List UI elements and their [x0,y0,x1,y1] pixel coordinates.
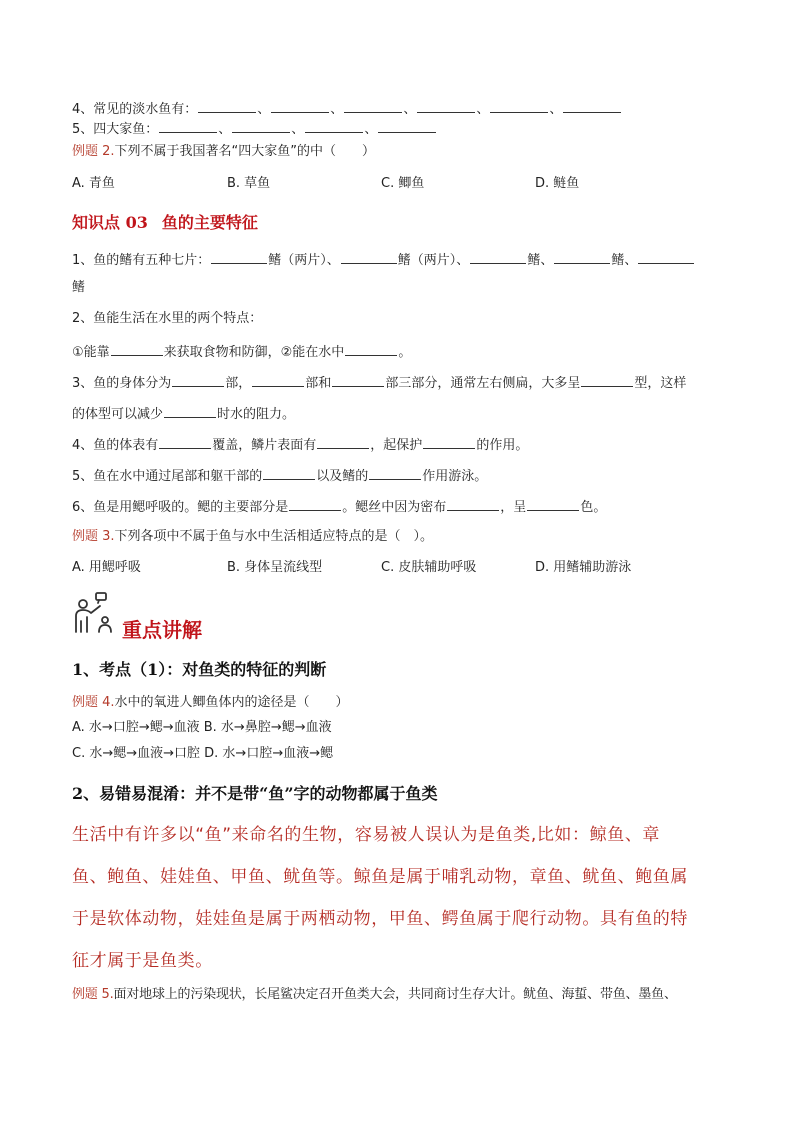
example-2-option-d[interactable]: D. 鲢鱼 [535,176,580,191]
blank[interactable] [341,249,397,264]
blank[interactable] [581,372,633,387]
example-2-option-b[interactable]: B. 草鱼 [227,176,271,191]
paragraph-line: 生活中有许多以“鱼”来命名的生物，容易被人误认为是鱼类,比如：鲸鱼、章 [72,825,661,845]
blank[interactable] [172,372,224,387]
blank[interactable] [378,118,436,133]
freshwater-fish-line: 4、常见的淡水鱼有： 、 、 、 、 、 [72,98,724,119]
blank[interactable] [563,98,621,113]
teacher-presenting-icon [72,590,120,638]
blank[interactable] [527,496,579,511]
paragraph-line: 鱼、鲍鱼、娃娃鱼、甲鱼、鱿鱼等。鲸鱼是属于哺乳动物，章鱼、鱿鱼、鲍鱼属 [72,867,688,887]
two-features-blanks: ①能靠 来获取食物和防御，②能在水中 。 [72,341,724,362]
body-parts-question-wrap: 的体型可以减少 时水的阻力。 [72,403,724,424]
blank[interactable] [332,372,384,387]
blank[interactable] [305,118,363,133]
key-points-title: 重点讲解 [122,618,202,642]
blank[interactable] [417,98,475,113]
blank[interactable] [317,434,369,449]
example-2-option-a[interactable]: A. 青鱼 [72,176,115,191]
blank[interactable] [159,434,211,449]
blank[interactable] [164,403,216,418]
blank[interactable] [111,341,163,356]
blank[interactable] [289,496,341,511]
blank[interactable] [159,118,217,133]
blank[interactable] [345,341,397,356]
blank[interactable] [490,98,548,113]
paragraph-line: 于是软体动物，娃娃鱼是属于两栖动物，甲鱼、鳄鱼属于爬行动物。具有鱼的特 [72,909,688,929]
blank[interactable] [344,98,402,113]
blank[interactable] [470,249,526,264]
example-3-question: 例题 3.下列各项中不属于鱼与水中生活相适应特点的是（ ）。 [72,529,434,544]
example-5-question: 例题 5.面对地球上的污染现状，长尾鲨决定召开鱼类大会，共同商讨生存大计。鱿鱼、海蜇、带鱼、墨鱼、 [72,987,677,1002]
blank[interactable] [211,249,267,264]
paragraph-line: 征才属于是鱼类。 [72,951,213,971]
knowledge-point-title: 知识点 03 鱼的主要特征 [72,213,258,232]
blank[interactable] [423,434,475,449]
example-2-option-c[interactable]: C. 鲫鱼 [381,176,425,191]
two-features-question: 2、鱼能生活在水里的两个特点： [72,311,263,326]
example-3-option-b[interactable]: B. 身体呈流线型 [227,560,323,575]
four-carps-line: 5、四大家鱼： 、 、 、 [72,118,724,139]
fin-question: 1、鱼的鳍有五种七片： 鳍（两片）、 鳍（两片）、 鳍、 鳍、 [72,249,724,270]
blank[interactable] [232,118,290,133]
blank[interactable] [638,249,694,264]
blank[interactable] [252,372,304,387]
blank[interactable] [554,249,610,264]
key-points-header [72,590,202,642]
gill-question: 6、鱼是用鳃呼吸的。鳃的主要部分是 。鳃丝中因为密布 ，呈 色。 [72,496,724,517]
point-2-title: 2、易错易混淆：并不是带“鱼”字的动物都属于鱼类 [72,784,438,803]
example-3-option-a[interactable]: A. 用鳃呼吸 [72,560,141,575]
blank[interactable] [198,98,256,113]
point-1-title: 1、考点（1）：对鱼类的特征的判断 [72,660,327,679]
example-4-question: 例题 4.水中的氧进人鲫鱼体内的途径是（ ） [72,695,349,710]
fin-question-wrap: 鳍 [72,280,86,295]
scales-question: 4、鱼的体表有 覆盖，鳞片表面有 ，起保护 的作用。 [72,434,724,455]
swimming-question: 5、鱼在水中通过尾部和躯干部的 以及鳍的 作用游泳。 [72,465,724,486]
blank[interactable] [263,465,315,480]
body-parts-question: 3、鱼的身体分为 部， 部和 部三部分，通常左右侧扁，大多呈 型，这样 [72,372,724,393]
example-3-option-c[interactable]: C. 皮肤辅助呼吸 [381,560,477,575]
misconception-paragraph [72,814,732,982]
example-3-option-d[interactable]: D. 用鳍辅助游泳 [535,560,632,575]
blank[interactable] [447,496,499,511]
blank[interactable] [369,465,421,480]
example-2-question: 例题 2.下列不属于我国著名“四大家鱼”的中（ ） [72,144,376,159]
blank[interactable] [271,98,329,113]
example-4-options-ab[interactable]: A. 水→口腔→鳃→血液 B. 水→鼻腔→鳃→血液 [72,720,332,735]
example-4-options-cd[interactable]: C. 水→鳃→血液→口腔 D. 水→口腔→血液→鳃 [72,746,334,761]
